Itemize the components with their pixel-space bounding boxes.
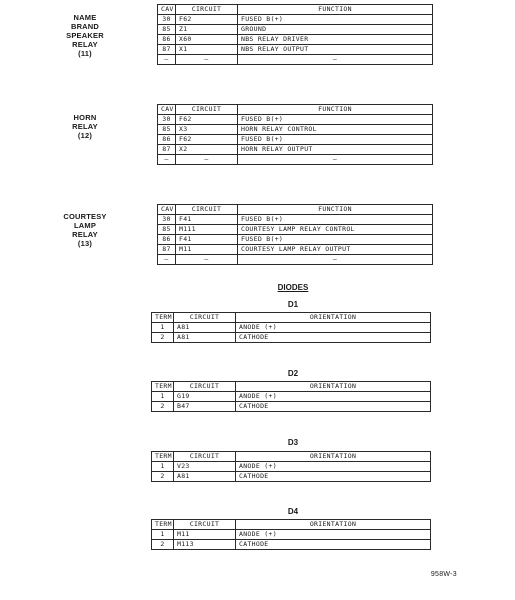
- function-cell: FUSED B(+): [238, 115, 433, 125]
- circuit-cell: X60: [176, 35, 238, 45]
- table-row: [158, 25, 433, 35]
- table-header-row: [158, 105, 433, 115]
- relay-label-line: NAME: [73, 13, 97, 22]
- cav-cell: –: [158, 155, 176, 165]
- table-row: [152, 530, 431, 540]
- diode-table-d2: [151, 381, 431, 412]
- table-row: [152, 323, 431, 333]
- cav-cell: 30: [158, 15, 176, 25]
- table-row: [158, 45, 433, 55]
- function-cell: FUSED B(+): [238, 235, 433, 245]
- header-cell: ORIENTATION: [236, 382, 431, 392]
- diode-table-d4: [151, 519, 431, 550]
- circuit-cell: F62: [176, 15, 238, 25]
- circuit-cell: –: [176, 55, 238, 65]
- relay-label-line: RELAY: [72, 40, 98, 49]
- orientation-cell: CATHODE: [236, 472, 431, 482]
- cav-cell: 85: [158, 25, 176, 35]
- table-row: [158, 215, 433, 225]
- table-header-row: [158, 5, 433, 15]
- orientation-cell: ANODE (+): [236, 392, 431, 402]
- header-cell: CIRCUIT: [176, 5, 238, 15]
- table-row: [158, 255, 433, 265]
- function-cell: FUSED B(+): [238, 215, 433, 225]
- function-cell: –: [238, 255, 433, 265]
- header-cell: CIRCUIT: [176, 105, 238, 115]
- orientation-cell: CATHODE: [236, 540, 431, 550]
- term-cell: 1: [152, 462, 174, 472]
- table-row: [152, 540, 431, 550]
- relay-table-11: [157, 4, 433, 65]
- header-cell: CIRCUIT: [174, 520, 236, 530]
- table-row: [158, 135, 433, 145]
- circuit-cell: F62: [176, 115, 238, 125]
- relay-label-13: [46, 212, 124, 248]
- relay-label-line: RELAY: [72, 122, 98, 131]
- table-row: [158, 125, 433, 135]
- circuit-cell: F41: [176, 215, 238, 225]
- table-row: [158, 55, 433, 65]
- table-row: [158, 35, 433, 45]
- cav-cell: 85: [158, 125, 176, 135]
- circuit-cell: X3: [176, 125, 238, 135]
- relay-label-line: RELAY: [72, 230, 98, 239]
- term-cell: 2: [152, 472, 174, 482]
- header-cell: TERM: [152, 382, 174, 392]
- circuit-cell: F41: [176, 235, 238, 245]
- table-row: [158, 235, 433, 245]
- header-cell: TERM: [152, 313, 174, 323]
- table-header-row: [152, 382, 431, 392]
- circuit-cell: A81: [174, 323, 236, 333]
- table-row: [158, 145, 433, 155]
- diodes-section-title: DIODES: [277, 283, 309, 292]
- header-cell: CIRCUIT: [174, 452, 236, 462]
- circuit-cell: Z1: [176, 25, 238, 35]
- diode-name-d4: D4: [287, 507, 299, 516]
- header-cell: CAV: [158, 5, 176, 15]
- circuit-cell: B47: [174, 402, 236, 412]
- header-cell: ORIENTATION: [236, 452, 431, 462]
- relay-label-11: [46, 13, 124, 58]
- header-cell: CIRCUIT: [176, 205, 238, 215]
- relay-label-line: (13): [77, 239, 93, 248]
- relay-label-12: [46, 113, 124, 140]
- circuit-cell: A81: [174, 472, 236, 482]
- relay-label-line: HORN: [73, 113, 97, 122]
- cav-cell: 85: [158, 225, 176, 235]
- header-cell: ORIENTATION: [236, 313, 431, 323]
- orientation-cell: ANODE (+): [236, 323, 431, 333]
- diode-table-d1: [151, 312, 431, 343]
- header-cell: FUNCTION: [238, 105, 433, 115]
- term-cell: 2: [152, 540, 174, 550]
- circuit-cell: X1: [176, 45, 238, 55]
- orientation-cell: CATHODE: [236, 333, 431, 343]
- term-cell: 2: [152, 333, 174, 343]
- diode-table-d3: [151, 451, 431, 482]
- function-cell: –: [238, 155, 433, 165]
- circuit-cell: –: [176, 155, 238, 165]
- function-cell: –: [238, 55, 433, 65]
- orientation-cell: ANODE (+): [236, 462, 431, 472]
- table-header-row: [152, 452, 431, 462]
- header-cell: FUNCTION: [238, 5, 433, 15]
- header-cell: CIRCUIT: [174, 382, 236, 392]
- function-cell: NBS RELAY OUTPUT: [238, 45, 433, 55]
- circuit-cell: X2: [176, 145, 238, 155]
- circuit-cell: F62: [176, 135, 238, 145]
- term-cell: 1: [152, 392, 174, 402]
- diode-name-d3: D3: [287, 438, 299, 447]
- header-cell: CAV: [158, 205, 176, 215]
- function-cell: HORN RELAY OUTPUT: [238, 145, 433, 155]
- circuit-cell: M11: [174, 530, 236, 540]
- header-cell: ORIENTATION: [236, 520, 431, 530]
- cav-cell: –: [158, 55, 176, 65]
- circuit-cell: M11: [176, 245, 238, 255]
- header-cell: CIRCUIT: [174, 313, 236, 323]
- table-row: [152, 392, 431, 402]
- diode-name-d2: D2: [287, 369, 299, 378]
- function-cell: COURTESY LAMP RELAY OUTPUT: [238, 245, 433, 255]
- header-cell: CAV: [158, 105, 176, 115]
- circuit-cell: V23: [174, 462, 236, 472]
- term-cell: 1: [152, 530, 174, 540]
- function-cell: FUSED B(+): [238, 15, 433, 25]
- figure-code: 958W-3: [430, 571, 457, 578]
- orientation-cell: ANODE (+): [236, 530, 431, 540]
- relay-table-13: [157, 204, 433, 265]
- cav-cell: 86: [158, 35, 176, 45]
- relay-label-line: LAMP: [73, 221, 97, 230]
- relay-label-line: (11): [78, 49, 92, 58]
- relay-label-line: (12): [77, 131, 93, 140]
- cav-cell: 86: [158, 135, 176, 145]
- table-header-row: [152, 313, 431, 323]
- cav-cell: 86: [158, 235, 176, 245]
- diode-name-d1: D1: [287, 300, 299, 309]
- relay-label-line: BRAND: [70, 22, 100, 31]
- function-cell: COURTESY LAMP RELAY CONTROL: [238, 225, 433, 235]
- table-row: [158, 115, 433, 125]
- header-cell: FUNCTION: [238, 205, 433, 215]
- table-row: [152, 472, 431, 482]
- relay-table-12: [157, 104, 433, 165]
- table-row: [158, 245, 433, 255]
- circuit-cell: G19: [174, 392, 236, 402]
- table-row: [158, 155, 433, 165]
- table-row: [152, 333, 431, 343]
- function-cell: GROUND: [238, 25, 433, 35]
- relay-label-line: COURTESY: [63, 212, 107, 221]
- function-cell: FUSED B(+): [238, 135, 433, 145]
- circuit-cell: –: [176, 255, 238, 265]
- cav-cell: 87: [158, 45, 176, 55]
- table-header-row: [152, 520, 431, 530]
- term-cell: 2: [152, 402, 174, 412]
- cav-cell: 30: [158, 215, 176, 225]
- table-row: [152, 402, 431, 412]
- table-row: [152, 462, 431, 472]
- term-cell: 1: [152, 323, 174, 333]
- orientation-cell: CATHODE: [236, 402, 431, 412]
- header-cell: TERM: [152, 452, 174, 462]
- circuit-cell: M113: [174, 540, 236, 550]
- table-row: [158, 225, 433, 235]
- table-row: [158, 15, 433, 25]
- relay-label-line: SPEAKER: [66, 31, 104, 40]
- circuit-cell: M111: [176, 225, 238, 235]
- function-cell: NBS RELAY DRIVER: [238, 35, 433, 45]
- table-header-row: [158, 205, 433, 215]
- function-cell: HORN RELAY CONTROL: [238, 125, 433, 135]
- cav-cell: 87: [158, 245, 176, 255]
- cav-cell: 87: [158, 145, 176, 155]
- cav-cell: 30: [158, 115, 176, 125]
- header-cell: TERM: [152, 520, 174, 530]
- cav-cell: –: [158, 255, 176, 265]
- circuit-cell: A81: [174, 333, 236, 343]
